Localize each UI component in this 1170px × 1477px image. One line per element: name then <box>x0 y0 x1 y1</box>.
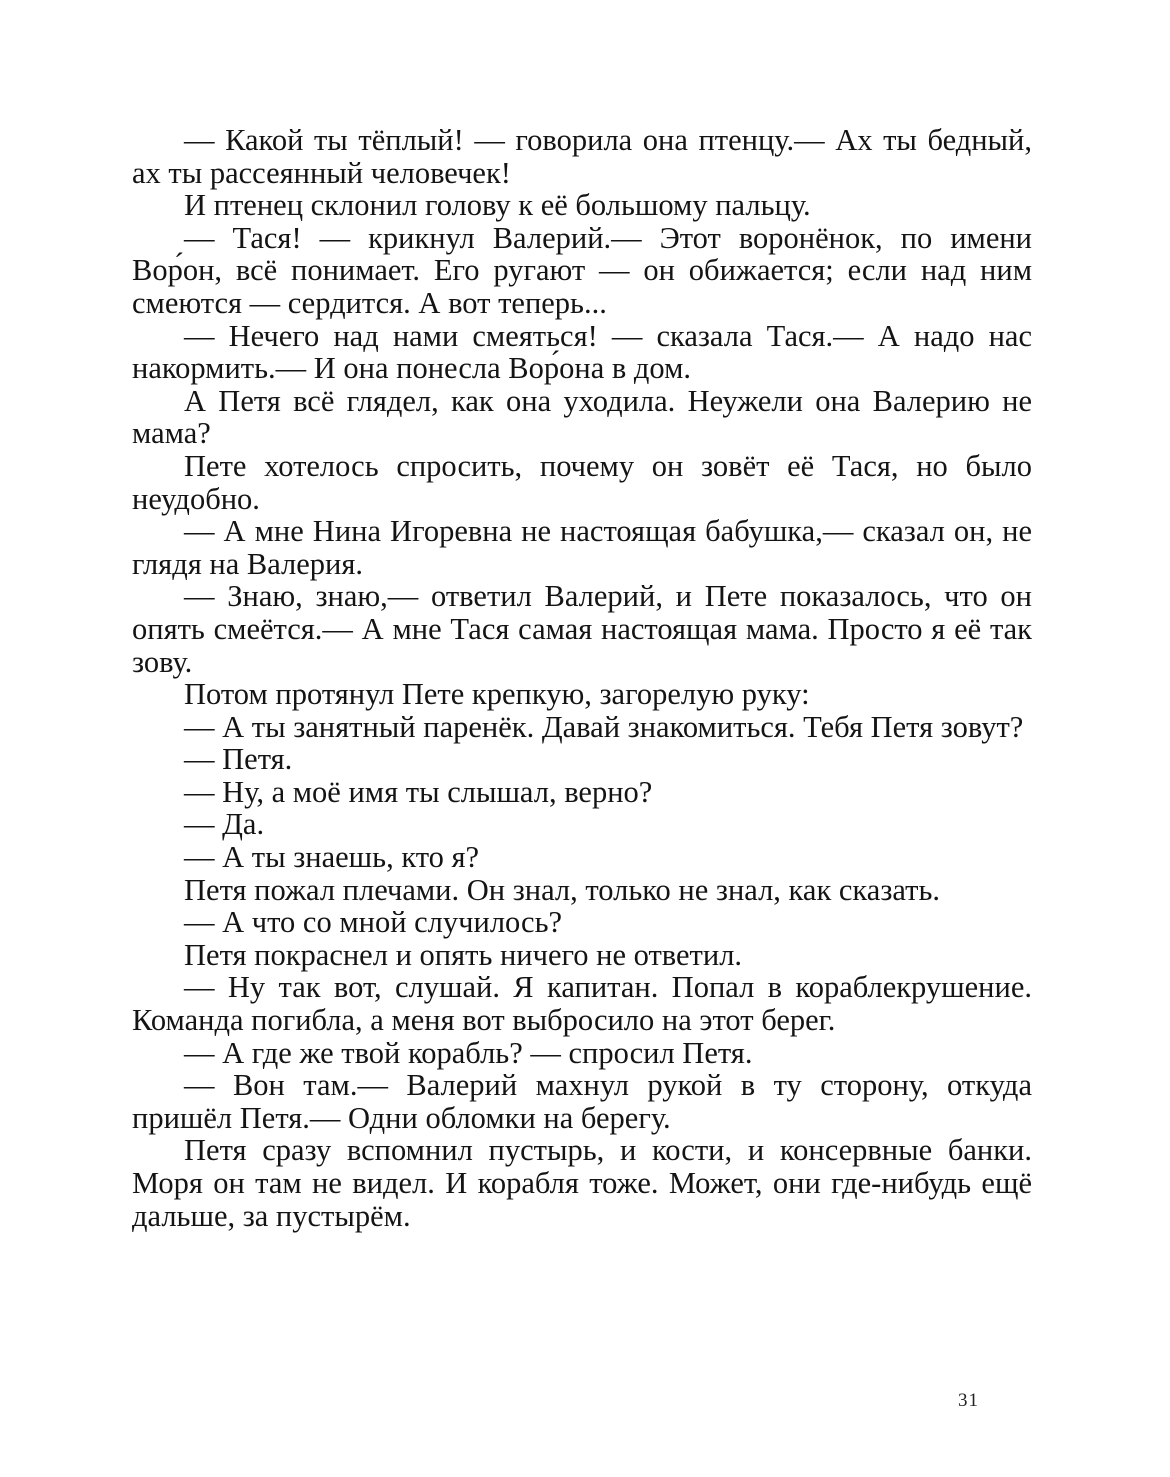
paragraph: — Ну так вот, слушай. Я капитан. Попал в кораблекрушение. Команда погибла, а меня вот выбросило на этот берег. <box>132 970 1032 1038</box>
paragraph: — Да. <box>184 807 265 842</box>
page-number: 31 <box>958 1390 979 1411</box>
paragraph: И птенец склонил голову к её большому пальцу. <box>184 188 811 223</box>
paragraph: Петя покраснел и опять ничего не ответил. <box>184 937 743 972</box>
paragraph: Петя пожал плечами. Он знал, только не знал, как сказать. <box>184 872 940 907</box>
paragraph: — А ты знаешь, кто я? <box>184 840 480 875</box>
paragraph: — А что со мной случилось? <box>184 905 563 940</box>
paragraph: — Какой ты тёплый! — говорила она птенцу.— Ах ты бедный, ах ты рассеянный человечек! <box>132 123 1032 190</box>
paragraph: А Петя всё глядел, как она уходила. Неужели она Валерию не мама? <box>132 383 1032 451</box>
paragraph: Петя сразу вспомнил пустырь, и кости, и консервные банки. Моря он там не видел. И корабля тоже. Может, они где-нибудь ещё дальше, за пустырём. <box>132 1133 1032 1233</box>
paragraph: — А где же твой корабль? — спросил Петя. <box>184 1035 753 1070</box>
paragraph: — Тася! — крикнул Валерий.— Этот воронёнок, по имени Вор́он, всё понимает. Его ругают — он обижается; если над ним смеются — сердится. А вот теперь... <box>132 220 1032 320</box>
paragraph: — Ну, а моё имя ты слышал, верно? <box>184 774 653 809</box>
paragraph: — Знаю, знаю,— ответил Валерий, и Пете показалось, что он опять смеётся.— А мне Тася самая настоящая мама. Просто я её так зову. <box>132 579 1032 679</box>
page-body-text <box>132 124 1032 1232</box>
paragraph: — А ты занятный паренёк. Давай знакомиться. Тебя Петя зовут? <box>184 709 1024 744</box>
paragraph: — А мне Нина Игоревна не настоящая бабушка,— сказал он, не глядя на Валерия. <box>132 514 1032 581</box>
paragraph: — Нечего над нами смеяться! — сказала Тася.— А надо нас накормить.— И она понесла Вор́она в дом. <box>132 318 1032 386</box>
paragraph: — Петя. <box>184 742 293 777</box>
paragraph: — Вон там.— Валерий махнул рукой в ту сторону, откуда пришёл Петя.— Одни обломки на берегу. <box>132 1068 1032 1135</box>
paragraph: Потом протянул Пете крепкую, загорелую руку: <box>184 677 810 712</box>
paragraph: Пете хотелось спросить, почему он зовёт её Тася, но было неудобно. <box>132 448 1032 516</box>
